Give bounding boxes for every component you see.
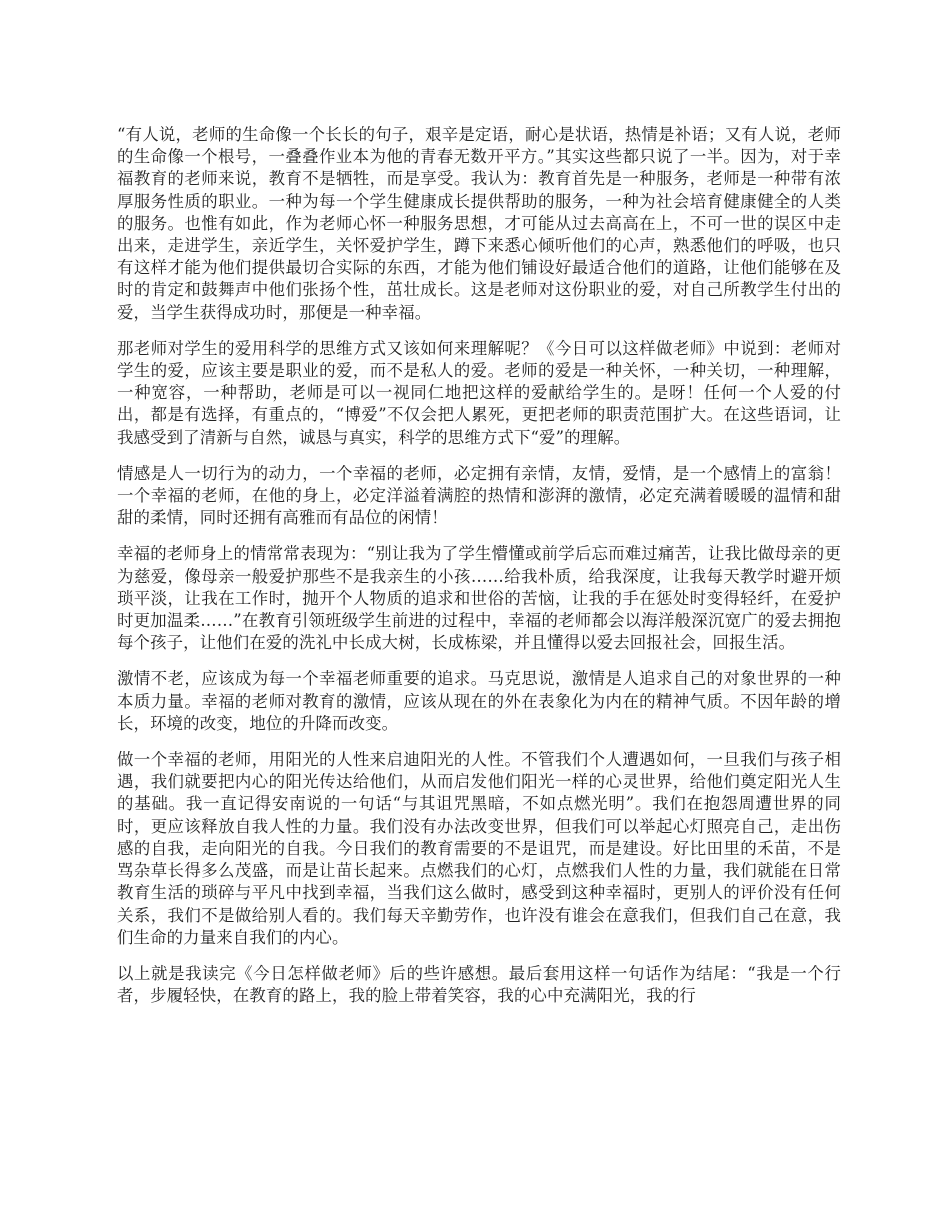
paragraph-3: 情感是人一切行为的动力，一个幸福的老师，必定拥有亲情，友情，爱情，是一个感情上的富翁！一个幸福的老师，在他的身上，必定洋溢着满腔的热情和澎湃的激情，必定充满着暖暖的温情和甜甜的柔情，同时还拥有高雅而有品位的闲情！ [117, 463, 841, 528]
paragraph-7: 以上就是我读完《今日怎样做老师》后的些许感想。最后套用这样一句话作为结尾：“我是一个行者，步履轻快，在教育的路上，我的脸上带着笑容，我的心中充满阳光，我的行 [117, 963, 841, 1006]
paragraph-4: 幸福的老师身上的情常常表现为：“别让我为了学生懵懂或前学后忘而难过痛苦，让我比做母亲的更为慈爱，像母亲一般爱护那些不是我亲生的小孩……给我朴质，给我深度，让我每天教学时避开烦琐平淡，让我在工作时，抛开个人物质的追求和世俗的苦恼，让我的手在惩处时变得轻纤，在爱护时更加温柔……”在教育引领班级学生前进的过程中，幸福的老师都会以海洋般深沉宽广的爱去拥抱每个孩子，让他们在爱的洗礼中长成大树，长成栋梁，并且懂得以爱去回报社会，回报生活。 [117, 544, 841, 653]
paragraph-5: 激情不老，应该成为每一个幸福老师重要的追求。马克思说，激情是人追求自己的对象世界的一种本质力量。幸福的老师对教育的激情，应该从现在的外在表象化为内在的精神气质。不因年龄的增长，环境的改变，地位的升降而改变。 [117, 669, 841, 733]
paragraph-2: 那老师对学生的爱用科学的思维方式又该如何来理解呢？《今日可以这样做老师》中说到：老师对学生的爱，应该主要是职业的爱，而不是私人的爱。老师的爱是一种关怀，一种关切，一种理解，一种宽容，一种帮助，老师是可以一视同仁地把这样的爱献给学生的。是呀！任何一个人爱的付出，都是有选择，有重点的，“博爱”不仅会把人累死，更把老师的职责范围扩大。在这些语词，让我感受到了清新与自然，诚恳与真实，科学的思维方式下“爱”的理解。 [117, 338, 841, 447]
paragraph-1: “有人说，老师的生命像一个长长的句子，艰辛是定语，耐心是状语，热情是补语；又有人说，老师的生命像一个根号，一叠叠作业本为他的青春无数开平方。”其实这些都只说了一半。因为，对于幸福教育的老师来说，教育不是牺牲，而是享受。我认为：教育首先是一种服务，老师是一种带有浓厚服务性质的职业。一种为每一个学生健康成长提供帮助的服务，一种为社会培育健康健全的人类的服务。也惟有如此，作为老师心怀一种服务思想，才可能从过去高高在上，不可一世的误区中走出来，走进学生，亲近学生，关怀爱护学生，蹲下来悉心倾听他们的心声，熟悉他们的呼吸，也只有这样才能为他们提供最切合实际的东西，才能为他们铺设好最适合他们的道路，让他们能够在及时的肯定和鼓舞声中他们张扬个性，茁壮成长。这是老师对这份职业的爱，对自己所教学生付出的爱，当学生获得成功时，那便是一种幸福。 [117, 125, 841, 322]
document-body [117, 124, 841, 1007]
paragraph-6: 做一个幸福的老师，用阳光的人性来启迪阳光的人性。不管我们个人遭遇如何，一旦我们与孩子相遇，我们就要把内心的阳光传达给他们，从而启发他们阳光一样的心灵世界，给他们奠定阳光人生的基础。我一直记得安南说的一句话“与其诅咒黑暗，不如点燃光明”。我们在抱怨周遭世界的同时，更应该释放自我人性的力量。我们没有办法改变世界，但我们可以举起心灯照亮自己，走出伤感的自我，走向阳光的自我。今日我们的教育需要的不是诅咒，而是建设。好比田里的禾苗，不是骂杂草长得多么茂盛，而是让苗长起来。点燃我们的心灯，点燃我们人性的力量，我们就能在日常教育生活的琐碎与平凡中找到幸福，当我们这么做时，感受到这种幸福时，更别人的评价没有任何关系，我们不是做给别人看的。我们每天辛勤劳作，也许没有谁会在意我们，但我们自己在意，我们生命的力量来自我们的内心。 [117, 750, 841, 947]
